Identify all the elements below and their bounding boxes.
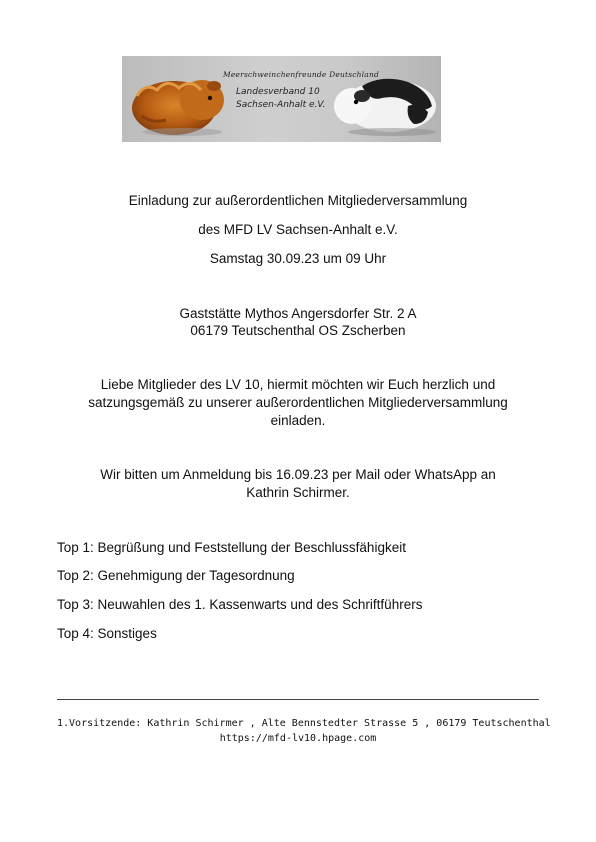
agenda-item: Top 3: Neuwahlen des 1. Kassenwarts und des Schriftführers: [57, 597, 423, 612]
footer-divider: [57, 699, 539, 700]
guinea-pigs-image: [122, 56, 441, 142]
banner-line-1: Landesverband 10: [236, 87, 320, 97]
banner-club-name: Meerschweinchenfreunde Deutschland: [223, 70, 379, 79]
venue-line-2: 06179 Teutschenthal OS Zscherben: [190, 323, 406, 338]
footer-website-link[interactable]: https://mfd-lv10.hpage.com: [219, 733, 377, 744]
registration-line-2: Kathrin Schirmer.: [246, 485, 350, 500]
footer-chair-address: 1.Vorsitzende: Kathrin Schirmer , Alte Bennstedter Strasse 5 , 06179 Teutschenthal: [57, 718, 551, 729]
invitation-title: Einladung zur außerordentlichen Mitgliederversammlung: [128, 193, 468, 208]
agenda-item: Top 2: Genehmigung der Tagesordnung: [57, 568, 295, 583]
date-line: Samstag 30.09.23 um 09 Uhr: [209, 251, 387, 266]
agenda-item: Top 1: Begrüßung und Feststellung der Beschlussfähigkeit: [57, 540, 406, 555]
agenda-item: Top 4: Sonstiges: [57, 626, 157, 641]
header-banner: [122, 56, 441, 142]
banner-line-2: Sachsen-Anhalt e.V.: [236, 100, 326, 110]
registration-line-1: Wir bitten um Anmeldung bis 16.09.23 per Mail oder WhatsApp an: [100, 467, 496, 482]
invitation-line-1: Liebe Mitglieder des LV 10, hiermit möchten wir Euch herzlich und: [100, 377, 496, 392]
organization-line: des MFD LV Sachsen-Anhalt e.V.: [198, 222, 398, 237]
invitation-line-2: satzungsgemäß zu unserer außerordentlichen Mitgliederversammlung: [88, 395, 508, 410]
venue-line-1: Gaststätte Mythos Angersdorfer Str. 2 A: [179, 306, 417, 321]
invitation-line-3: einladen.: [270, 413, 326, 428]
